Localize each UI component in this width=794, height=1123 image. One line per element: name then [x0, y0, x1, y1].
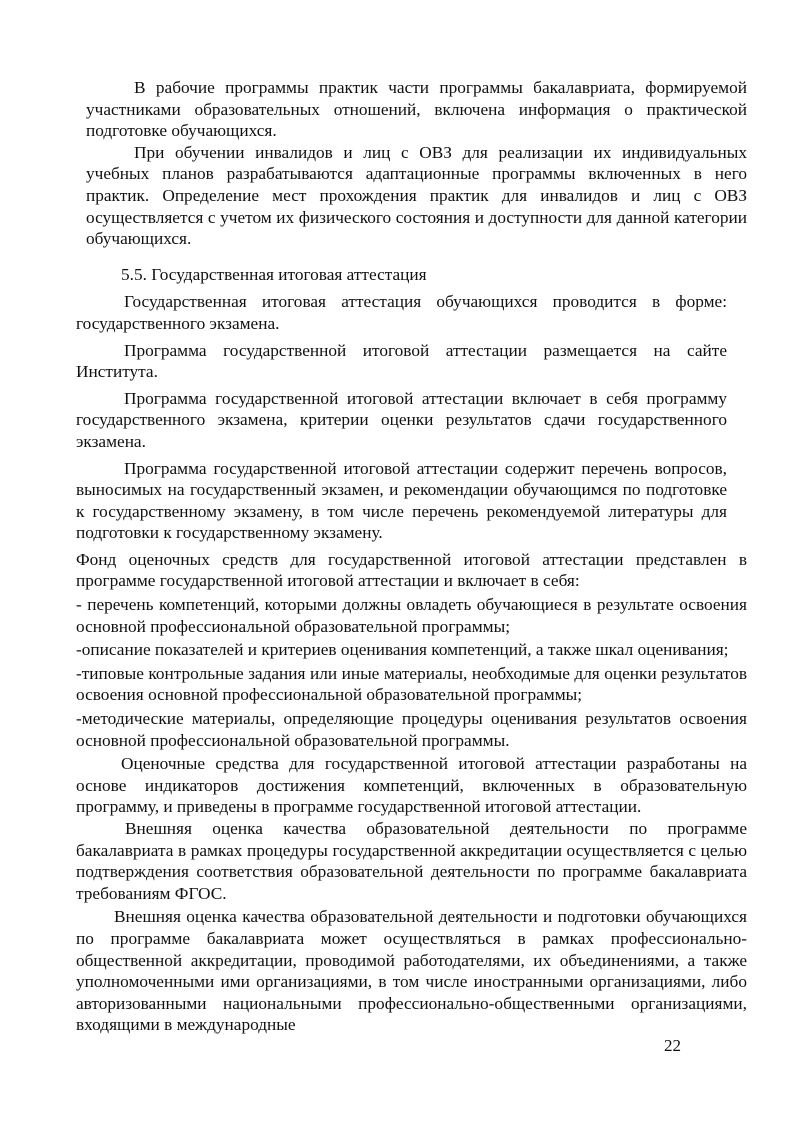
fos-list-item: -типовые контрольные задания или иные материалы, необходимые для оценки результатов освоения основной профессиональной образовательной программы; [76, 663, 747, 705]
fos-list-item: -методические материалы, определяющие процедуры оценивания результатов освоения основной профессиональной образовательной программы. [76, 709, 747, 750]
page-number: 22 [664, 1035, 681, 1055]
fos-list-item: -описание показателей и критериев оценивания компетенций, а также шкал оценивания; [76, 640, 729, 660]
paragraph-assessment-tools: Оценочные средства для государственной итоговой аттестации разработаны на основе индикаторов достижения компетенций, включенных в образовательную программу, и приведены в программе государственной итоговой аттестации. [76, 754, 747, 817]
paragraph-professional-accreditation: Внешняя оценка качества образовательной деятельности и подготовки обучающихся по программе бакалавриата может осуществляться в рамках профессионально-общественной аккредитации, проводимой работодателями, их объединениями, а также уполномоченными ими организациями, в том числе иностранными организациями, либо авторизованными национальными профессионально-общественными организациями, входящими в международные [76, 907, 747, 1035]
section-paragraphs [76, 291, 727, 544]
section-heading: 5.5. Государственная итоговая аттестация [121, 264, 427, 284]
paragraph-gia-contents: Программа государственной итоговой аттестации содержит перечень вопросов, выносимых на государственный экзамен, и рекомендации обучающимся по подготовке к государственному экзамену, в том числе перечень рекомендуемой литературы для подготовки к государственному экзамену. [76, 458, 727, 543]
fos-block [76, 549, 747, 751]
paragraph-gia-website: Программа государственной итоговой аттестации размещается на сайте Института. [76, 340, 727, 382]
paragraph-practice-programs: В рабочие программы практик части программы бакалавриата, формируемой участниками образовательных отношений, включена информация о практической подготовке обучающихся. [86, 78, 747, 141]
intro-block [86, 77, 747, 250]
fos-intro: Фонд оценочных средств для государственной итоговой аттестации представлен в программе государственной итоговой аттестации и включает в себя: [76, 549, 747, 591]
paragraph-state-accreditation: Внешняя оценка качества образовательной деятельности по программе бакалавриата в рамках процедуры государственной аккредитации осуществляется с целью подтверждения соответствия образовательной деятельности по программе бакалавриата требованиям ФГОС. [76, 819, 747, 903]
closing-block [76, 753, 747, 1036]
paragraph-disabled-students: При обучении инвалидов и лиц с ОВЗ для реализации их индивидуальных учебных планов разрабатываются адаптационные программы включенных в него практик. Определение мест прохождения практик для инвалидов и лиц с ОВЗ осуществляется с учетом их физического состояния и доступности для данной категории обучающихся. [86, 142, 747, 249]
paragraph-gia-includes: Программа государственной итоговой аттестации включает в себя программу государственного экзамена, критерии оценки результатов сдачи государственного экзамена. [76, 388, 727, 451]
paragraph-gia-form: Государственная итоговая аттестация обучающихся проводится в форме: государственного экзамена. [76, 292, 727, 333]
fos-list-item: - перечень компетенций, которыми должны овладеть обучающиеся в результате освоения основной профессиональной образовательной программы; [76, 595, 747, 636]
